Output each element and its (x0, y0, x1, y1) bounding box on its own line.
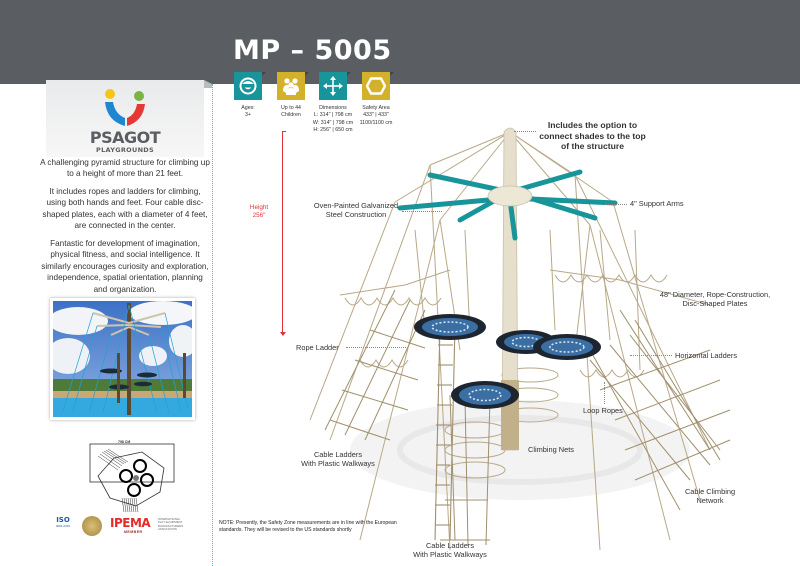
leader-horizontal-ladders (630, 355, 672, 356)
callout-steel-line-1: Oven-Painted Galvanized (313, 201, 399, 210)
feature-safety-area (346, 72, 406, 127)
callout-loop-ropes: Loop Ropes (583, 406, 623, 415)
callout-discs-line-2: Disc-Shaped Plates (682, 299, 748, 309)
leader-arms (605, 204, 627, 205)
child-face-icon (234, 72, 262, 100)
product-photo (50, 298, 195, 420)
iso-standard: 9001:2015 (55, 524, 71, 528)
description-paragraph-1: A challenging pyramid structure for climbing up to a height of more than 21 feet. (40, 158, 210, 179)
callout-disc-plates (650, 290, 780, 309)
ipema-logo: IPEMA (110, 516, 151, 530)
callout-network-line-1: Cable Climbing (684, 487, 736, 496)
callout-steel-construction (296, 201, 416, 220)
callout-cable-ladders-bottom (405, 541, 495, 560)
brand-logo-card (46, 80, 204, 157)
height-marker-line (282, 131, 283, 335)
certifications-row (52, 516, 202, 536)
product-title: MP – 5005 (233, 35, 392, 66)
callout-horizontal-ladders: Horizontal Ladders (675, 351, 738, 360)
callout-shades-line-2: connect shades to the top (539, 130, 646, 141)
height-marker-arrow-icon (280, 332, 286, 336)
callout-network-line-2: Network (696, 496, 724, 506)
height-label-text: Height (249, 204, 269, 211)
callout-cable-bottom-line-1: Cable Ladders (425, 541, 475, 550)
callout-shades-line-1: Includes the option to (547, 120, 638, 130)
callout-steel-line-2: Steel Construction (325, 210, 387, 220)
callout-cable-left-line-1: Cable Ladders (313, 450, 363, 459)
callout-cable-bottom-line-2: With Plastic Walkways (413, 550, 487, 560)
ipema-member-label: MEMBER (124, 530, 143, 534)
leader-loop-ropes (604, 382, 605, 404)
feature-safety-label: Safety Area (362, 105, 390, 111)
feature-dimensions-height: H: 256" | 650 cm (313, 127, 353, 134)
callout-shades-line-3: of the structure (560, 141, 625, 152)
description-paragraph-2: It includes ropes and ladders for climbing, using both hands and feet. Four cable disc-shaped plates, each with a diameter of 4 feet, are connected in the center. (42, 187, 208, 231)
callout-rope-ladder: Rope Ladder (296, 343, 339, 352)
iso-badge (52, 516, 74, 528)
feature-safety-cm: 1100/1100 cm (359, 119, 393, 126)
callout-cable-ladders-left (298, 450, 378, 469)
hexagon-icon (362, 72, 390, 100)
group-icon (277, 72, 305, 100)
feature-ages-value: 3+ (244, 112, 252, 119)
arrows-expand-icon (319, 72, 347, 100)
description-paragraph-3: Fantastic for development of imagination, physical fitness, and social intelligence. It similarly encourages curiosity and exploration, independence, spatial orientation, planning and organization. (41, 239, 209, 294)
gold-seal-icon (82, 516, 102, 536)
feature-dimensions-width: W: 314" | 798 cm (312, 119, 354, 126)
height-marker-label (244, 204, 274, 220)
feature-dimensions-length: L: 314" | 798 cm (313, 112, 353, 119)
callout-cable-left-line-2: With Plastic Walkways (301, 459, 375, 469)
feature-children-count: Up to 44 (280, 105, 302, 111)
callout-discs-line-1: 48" Diameter, Rope-Construction, (659, 290, 771, 299)
brand-logo-icon (101, 88, 149, 128)
callout-shades (525, 120, 660, 152)
brand-tagline: PLAYGROUNDS (96, 146, 154, 154)
feature-children-label: Children (281, 112, 301, 119)
feature-ages-label: Ages: (241, 105, 255, 111)
height-value-text: 256" (252, 212, 266, 219)
sidebar-divider (212, 84, 213, 566)
iso-label: ISO (56, 516, 70, 524)
playground-photo-icon (53, 301, 192, 417)
leader-rope-ladder (346, 347, 406, 348)
top-view-plan-icon (84, 440, 184, 514)
feature-safety-inches: 433" | 433" (363, 112, 389, 119)
safety-zone-note: NOTE: Presently, the Safety Zone measurements are in line with the European standards. They will be revised to the US standards shortly (219, 520, 397, 533)
feature-dimensions-label: Dimensions (319, 105, 347, 111)
callout-climbing-nets: Climbing Nets (528, 445, 575, 454)
brand-name: PSAGOT (89, 128, 161, 147)
ipema-association-text: INTERNATIONAL PLAY EQUIPMENT MANUFACTURERS ASSOCIATION (158, 517, 184, 531)
plan-dimension-label: 798 CM (118, 440, 131, 444)
callout-support-arms: 4" Support Arms (630, 199, 684, 208)
callout-cable-network (680, 487, 740, 506)
